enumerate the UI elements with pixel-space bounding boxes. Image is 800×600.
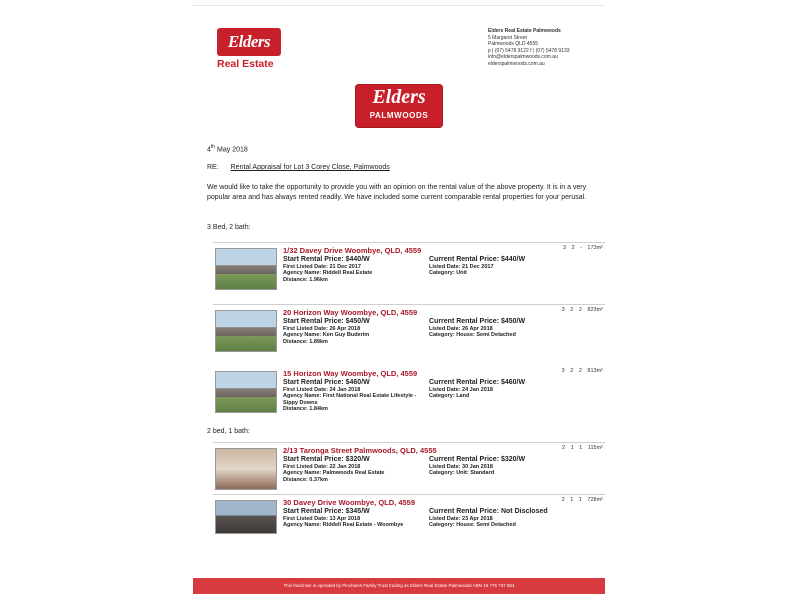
start-price: Start Rental Price: $440/W [283, 256, 370, 263]
first-listed: First Listed Date: 22 Jan 2018 [283, 464, 361, 470]
agency: Agency Name: Riddell Real Estate - Woombye [283, 522, 404, 529]
bed-count: 3 [562, 245, 566, 251]
land-size: 813m² [587, 368, 603, 374]
office-name: Elders Real Estate Palmwoods [488, 28, 561, 34]
start-details [283, 318, 370, 345]
property-features [558, 307, 603, 313]
current-details [429, 256, 525, 277]
current-price: Current Rental Price: $440/W [429, 256, 526, 263]
listed-date: Listed Date: 21 Dec 2017 [429, 264, 494, 270]
center-logo-sub: PALMWOODS [369, 111, 429, 120]
date-month-year: May 2018 [215, 146, 248, 154]
property-title: 1/32 Davey Drive Woombye, QLD, 4559 [283, 246, 422, 255]
property-features [558, 497, 603, 503]
land-size: 173m² [587, 245, 603, 251]
start-details [283, 456, 384, 483]
car-count: 2 [578, 368, 582, 374]
agency: Agency Name: Palmwoods Real Estate [283, 470, 385, 477]
property-photo [215, 248, 277, 290]
property-features [558, 368, 603, 374]
start-details [283, 379, 421, 412]
property-features [558, 445, 603, 451]
current-details [429, 318, 525, 339]
bed-count: 3 [561, 307, 565, 313]
land-size: 823m² [587, 307, 603, 313]
real-estate-label: Real Estate [217, 58, 274, 70]
center-logo-brand: Elders [372, 86, 426, 108]
current-details [429, 508, 548, 529]
office-city: Palmwoods QLD 4555 [488, 41, 539, 47]
land-size: 115m² [587, 445, 603, 451]
bed-count: 2 [561, 497, 565, 503]
start-price: Start Rental Price: $460/W [283, 379, 370, 386]
category: Category: Unit: Standard [429, 470, 495, 477]
current-price: Current Rental Price: Not Disclosed [429, 508, 548, 515]
subject-line [207, 164, 390, 171]
listed-date: Listed Date: 26 Apr 2018 [429, 326, 493, 332]
property-photo [215, 371, 277, 413]
car-count: 2 [578, 307, 582, 313]
current-details [429, 456, 525, 477]
start-price: Start Rental Price: $320/W [283, 456, 370, 463]
agency: Agency Name: Ken Guy Buderim [283, 332, 370, 339]
office-phone: p | (07) 5478 9122 f | (07) 5478 9133 [488, 47, 570, 54]
first-listed: First Listed Date: 26 Apr 2018 [283, 326, 361, 332]
distance: Distance: 1.89km [283, 338, 328, 345]
re-subject: Rental Appraisal for Lot 3 Corey Close, Palmwoods [230, 164, 390, 171]
property-card [213, 442, 605, 493]
first-listed: First Listed Date: 13 Apr 2018 [283, 516, 361, 522]
agency: Agency Name: First National Real Estate Lifestyle - Sippy Downs [283, 393, 417, 406]
section-3bed-2bath: 3 Bed, 2 bath: [207, 224, 251, 231]
distance: Distance: 1.96km [283, 276, 328, 283]
re-label: RE: [207, 164, 219, 171]
footer-bar: This franchise is operated by Pinchams Family Trust trading as Elders Real Estate Palmwoods ABN 16 776 737 554 [193, 578, 605, 594]
bath-count: 1 [570, 445, 574, 451]
office-email: info@elderspalmwoods.com.au [488, 54, 558, 60]
car-count: 1 [578, 497, 582, 503]
bath-count: 1 [570, 497, 574, 503]
bed-count: 3 [561, 368, 565, 374]
first-listed: First Listed Date: 24 Jan 2018 [283, 387, 361, 393]
property-title: 20 Horizon Way Woombye, QLD, 4559 [283, 308, 418, 317]
property-photo [215, 500, 277, 534]
intro-paragraph: We would like to take the opportunity to provide you with an opinion on the rental value of the above property. It is in a very popular area and has always rented readily. We have included some current comparable rental properties for your perusal. [207, 184, 587, 201]
current-price: Current Rental Price: $460/W [429, 379, 526, 386]
elders-palmwoods-logo [355, 84, 443, 128]
current-details [429, 379, 525, 400]
bath-count: 2 [570, 368, 574, 374]
bath-count: 2 [571, 245, 575, 251]
listed-date: Listed Date: 23 Apr 2018 [429, 516, 493, 522]
distance: Distance: 0.37km [283, 476, 328, 483]
car-count: 1 [579, 445, 583, 451]
listed-date: Listed Date: 24 Jan 2018 [429, 387, 493, 393]
property-card [213, 366, 605, 418]
start-price: Start Rental Price: $450/W [283, 318, 370, 325]
office-street: 5 Margaret Street [488, 34, 527, 41]
property-photo [215, 310, 277, 352]
elders-logo: Elders [217, 28, 281, 56]
office-website: elderspalmwoods.com.au [488, 60, 545, 67]
start-details [283, 256, 372, 283]
category: Category: Land [429, 393, 470, 400]
current-price: Current Rental Price: $450/W [429, 318, 526, 325]
letter-page [193, 5, 605, 596]
letter-date [207, 144, 248, 153]
property-card [213, 242, 605, 293]
property-photo [215, 448, 277, 490]
property-title: 15 Horizon Way Woombye, QLD, 4559 [283, 369, 418, 378]
listed-date: Listed Date: 30 Jan 2018 [429, 464, 493, 470]
category: Category: House: Semi Detached [429, 522, 516, 529]
car-count: - [580, 245, 582, 251]
start-details [283, 508, 403, 529]
current-price: Current Rental Price: $320/W [429, 456, 526, 463]
first-listed: First Listed Date: 21 Dec 2017 [283, 264, 361, 270]
land-size: 728m² [587, 497, 603, 503]
section-2bed-1bath: 2 bed, 1 bath: [207, 428, 250, 435]
date-day: 4 [207, 146, 211, 154]
date-suffix: th [210, 144, 216, 150]
start-price: Start Rental Price: $345/W [283, 508, 370, 515]
property-features [559, 245, 603, 251]
property-card [213, 304, 605, 355]
office-address [488, 28, 570, 67]
category: Category: House: Semi Detached [429, 332, 516, 339]
distance: Distance: 1.84km [283, 405, 328, 412]
bed-count: 2 [562, 445, 566, 451]
property-card [213, 494, 605, 535]
property-title: 30 Davey Drive Woombye, QLD, 4559 [283, 498, 416, 507]
category: Category: Unit [429, 270, 467, 277]
agency: Agency Name: Riddell Real Estate [283, 270, 373, 277]
property-title: 2/13 Taronga Street Palmwoods, QLD, 4555 [283, 446, 437, 455]
bath-count: 2 [570, 307, 574, 313]
